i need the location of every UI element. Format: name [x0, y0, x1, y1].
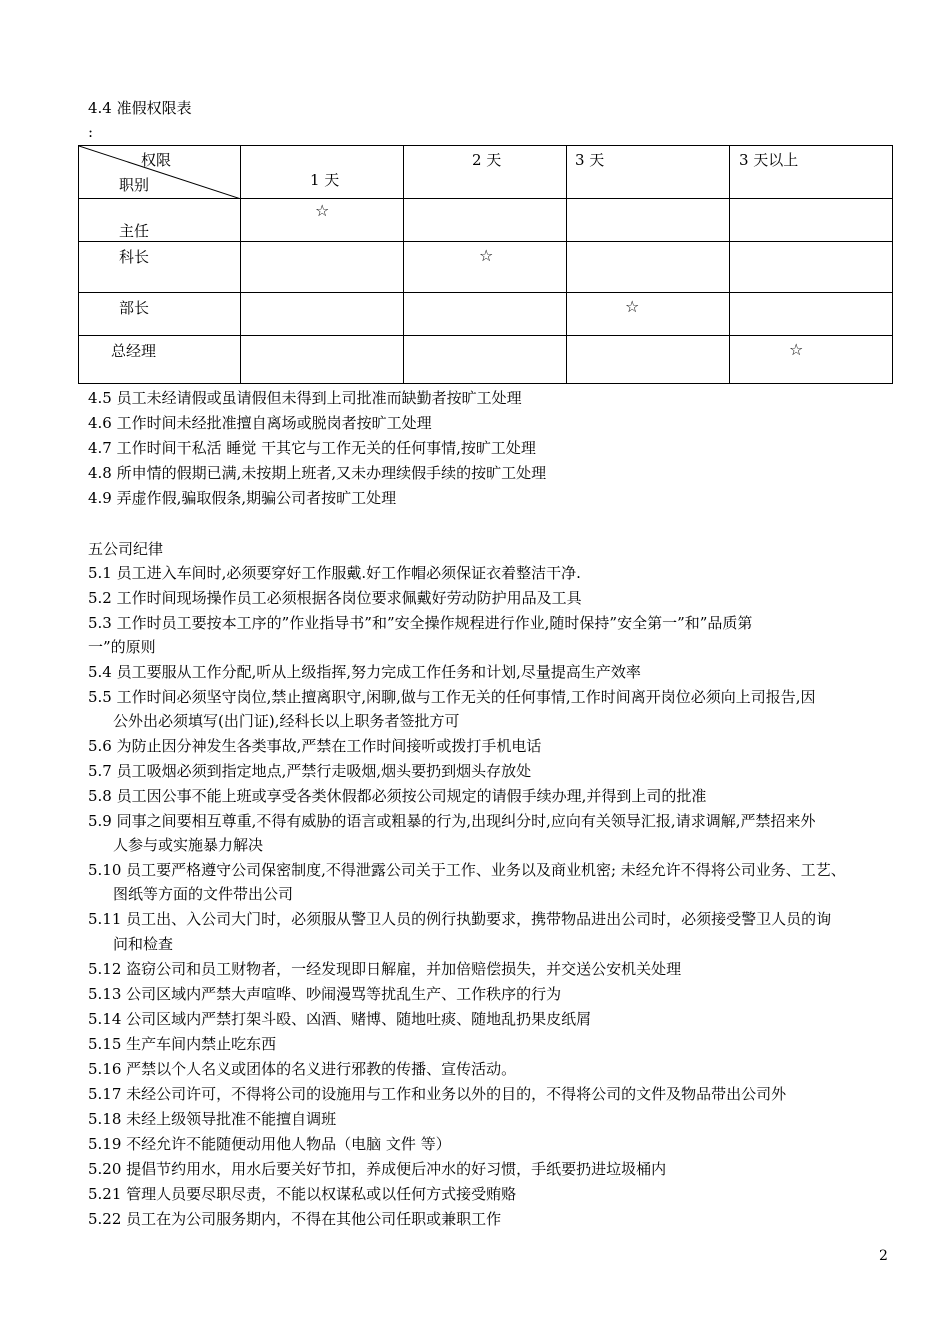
column-header-over-3days: 3 天以上 [730, 146, 893, 199]
rule-5-3: 5.3 工作时员工要按本工序的”作业指导书”和”安全操作规程进行作业,随时保持”安全第一”和”品质第 [88, 614, 753, 632]
rule-5-20: 5.20 提倡节约用水，用水后要关好节扣，养成便后冲水的好习惯，手纸要扔进垃圾桶内 [88, 1160, 667, 1178]
rule-5-16: 5.16 严禁以个人名义或团体的名义进行邪教的传播、宣传活动。 [88, 1060, 517, 1078]
rule-5-9: 5.9 同事之间要相互尊重,不得有威胁的语言或粗暴的行为,出现纠分时,应向有关领导汇报,请求调解,严禁招来外 [88, 812, 816, 830]
diagonal-header-cell [79, 146, 241, 199]
rule-5-6: 5.6 为防止因分神发生各类事故,严禁在工作时间接听或拨打手机电话 [88, 737, 542, 755]
rule-5-10-cont: 图纸等方面的文件带出公司 [113, 885, 294, 903]
star-icon: ☆ [625, 297, 640, 316]
rule-5-18: 5.18 未经上级领导批准不能擅自调班 [88, 1110, 337, 1128]
rule-5-9-cont: 人参与或实施暴力解决 [113, 836, 264, 854]
rule-5-21: 5.21 管理人员要尽职尽责，不能以权谋私或以任何方式接受贿赂 [88, 1185, 517, 1203]
rule-5-11-cont: 问和检查 [113, 935, 174, 953]
rule-5-19: 5.19 不经允许不能随便动用他人物品（电脑 文件 等） [88, 1135, 451, 1153]
rule-4-5: 4.5 员工未经请假或虽请假但未得到上司批准而缺勤者按旷工处理 [88, 389, 522, 407]
section-4-4-title: 4.4 准假权限表 [88, 99, 192, 117]
leave-permission-table [78, 145, 893, 384]
column-header-2days: 2 天 [404, 146, 567, 199]
column-header-1day: 1 天 [241, 146, 404, 199]
rule-5-13: 5.13 公司区域内严禁大声喧哗、吵闹漫骂等扰乱生产、工作秩序的行为 [88, 985, 562, 1003]
header-permission-label: 权限 [141, 151, 172, 169]
rule-5-10: 5.10 员工要严格遵守公司保密制度,不得泄露公司关于工作、业务以及商业机密; 未经允许不得将公司业务、工艺、 [88, 861, 846, 879]
rule-4-8: 4.8 所申情的假期已满,未按期上班者,又未办理续假手续的按旷工处理 [88, 464, 547, 482]
role-cell: 主任 [79, 199, 241, 242]
page-number: 2 [879, 1248, 888, 1264]
role-cell: 总经理 [79, 336, 241, 384]
rule-5-5: 5.5 工作时间必须坚守岗位,禁止擅离职守,闲聊,做与工作无关的任何事情,工作时间离开岗位必须向上司报告,因 [88, 688, 816, 706]
rule-5-5-cont: 公外出必须填写(出门证),经科长以上职务者签批方可 [113, 712, 460, 730]
rule-5-1: 5.1 员工进入车间时,必须要穿好工作服戴.好工作帽必须保证衣着整洁干净. [88, 564, 581, 582]
rule-5-12: 5.12 盗窃公司和员工财物者，一经发现即日解雇，并加倍赔偿损失，并交送公安机关处理 [88, 960, 682, 978]
table-row [79, 336, 893, 384]
rule-4-9: 4.9 弄虚作假,骗取假条,期骗公司者按旷工处理 [88, 489, 397, 507]
table-row [79, 293, 893, 336]
rule-5-7: 5.7 员工吸烟必须到指定地点,严禁行走吸烟,烟头要扔到烟头存放处 [88, 762, 532, 780]
star-icon: ☆ [479, 246, 494, 265]
table-row [79, 199, 893, 242]
star-icon: ☆ [315, 201, 330, 220]
table-header-row [79, 146, 893, 199]
role-cell: 部长 [79, 293, 241, 336]
mark-cell [404, 242, 567, 293]
rule-5-17: 5.17 未经公司许可，不得将公司的设施用与工作和业务以外的目的，不得将公司的文件及物品带出公司外 [88, 1085, 787, 1103]
rule-4-7: 4.7 工作时间干私活 睡觉 干其它与工作无关的任何事情,按旷工处理 [88, 439, 536, 457]
rule-5-2: 5.2 工作时间现场操作员工必须根据各岗位要求佩戴好劳动防护用品及工具 [88, 589, 582, 607]
mark-cell [241, 199, 404, 242]
rule-4-6: 4.6 工作时间未经批准擅自离场或脱岗者按旷工处理 [88, 414, 432, 432]
header-role-label: 职别 [119, 176, 150, 194]
rule-5-11: 5.11 员工出、入公司大门时，必须服从警卫人员的例行执勤要求，携带物品进出公司时，必须接受警卫人员的询 [88, 910, 832, 928]
rule-5-4: 5.4 员工要服从工作分配,听从上级指挥,努力完成工作任务和计划,尽量提高生产效率 [88, 663, 641, 681]
rule-5-15: 5.15 生产车间内禁止吃东西 [88, 1035, 277, 1053]
role-cell: 科长 [79, 242, 241, 293]
section-5-title: 五公司纪律 [88, 540, 164, 558]
rule-5-22: 5.22 员工在为公司服务期内，不得在其他公司任职或兼职工作 [88, 1210, 502, 1228]
star-icon: ☆ [789, 340, 804, 359]
column-header-3days: 3 天 [567, 146, 730, 199]
rule-5-8: 5.8 员工因公事不能上班或享受各类休假都必须按公司规定的请假手续办理,并得到上司的批准 [88, 787, 707, 805]
mark-cell [730, 336, 893, 384]
table-row [79, 242, 893, 293]
rule-5-14: 5.14 公司区域内严禁打架斗殴、凶酒、赌博、随地吐痰、随地乱扔果皮纸屑 [88, 1010, 592, 1028]
mark-cell [567, 293, 730, 336]
rule-5-3-cont: 一”的原则 [88, 638, 156, 656]
section-4-4-colon: : [88, 123, 94, 141]
